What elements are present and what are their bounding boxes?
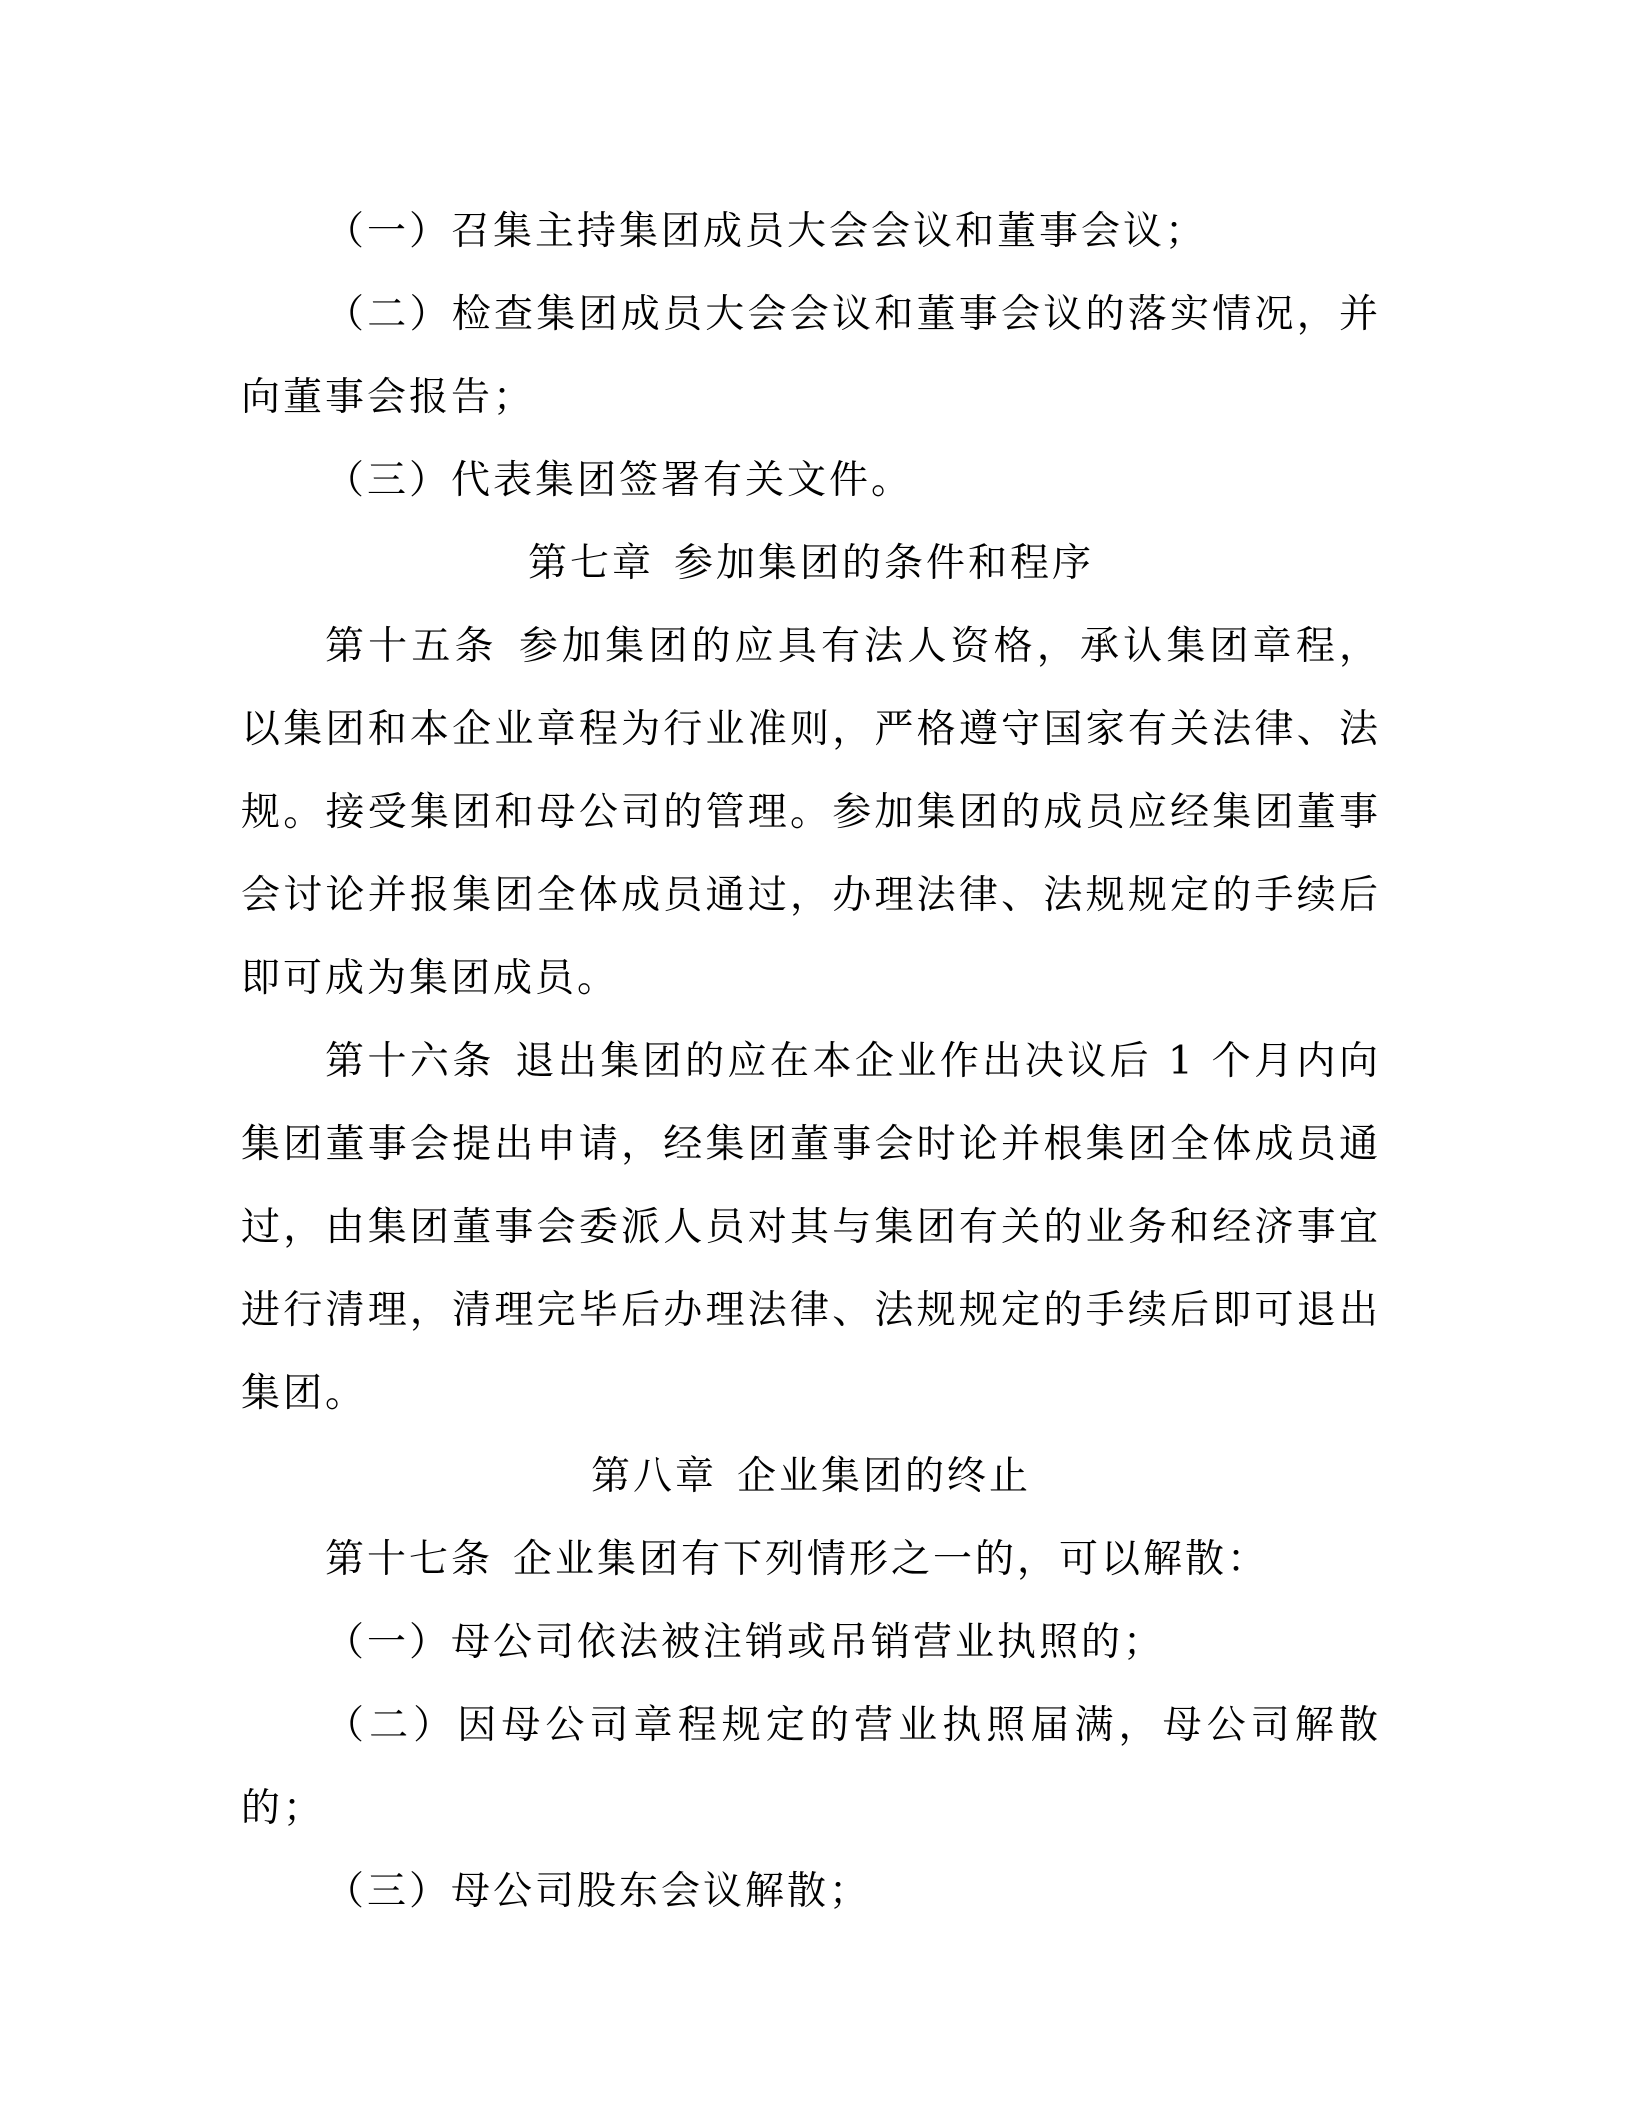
chapter-title: 企业集团的终止 [737, 1454, 1032, 1499]
list-item: （一）召集主持集团成员大会会议和董事会议； [325, 209, 1208, 254]
chapter-number: 第七章 [527, 541, 654, 586]
list-item: （二）因母公司章程规定的营业执照届满，母公司解散的； [241, 1703, 1381, 1831]
list-item: （一）母公司依法被注销或吊销营业执照的； [325, 1620, 1166, 1665]
chapter-heading [241, 522, 1381, 605]
article-text: 退出集团的应在本企业作出决议后 1 个月内向集团董事会提出申请，经集团董事会时论并根集团全体成员通过，由集团董事会委派人员对其与集团有关的业务和经济事宜进行清理，清理完毕后办理法律、法规规定的手续后即可退出集团。 [241, 1039, 1381, 1416]
article-paragraph [241, 1020, 1381, 1435]
article-number: 第十六条 [325, 1039, 495, 1084]
article-text: 企业集团有下列情形之一的，可以解散： [513, 1537, 1270, 1582]
list-item: （三）代表集团签署有关文件。 [325, 458, 914, 503]
article-number: 第十五条 [325, 624, 498, 669]
chapter-number: 第八章 [590, 1454, 717, 1499]
article-text: 参加集团的应具有法人资格，承认集团章程，以集团和本企业章程为行业准则，严格遵守国家有关法律、法规。接受集团和母公司的管理。参加集团的成员应经集团董事会讨论并报集团全体成员通过，办理法律、法规规定的手续后即可成为集团成员。 [241, 624, 1381, 1001]
chapter-heading [241, 1435, 1381, 1518]
list-item: （二）检查集团成员大会会议和董事会议的落实情况，并向董事会报告； [241, 292, 1381, 420]
article-paragraph [241, 605, 1381, 1020]
article-paragraph [241, 1518, 1381, 1601]
article-number: 第十七条 [325, 1537, 494, 1582]
document-body [241, 190, 1381, 1933]
chapter-title: 参加集团的条件和程序 [674, 541, 1095, 586]
list-item: （三）母公司股东会议解散； [325, 1869, 872, 1914]
